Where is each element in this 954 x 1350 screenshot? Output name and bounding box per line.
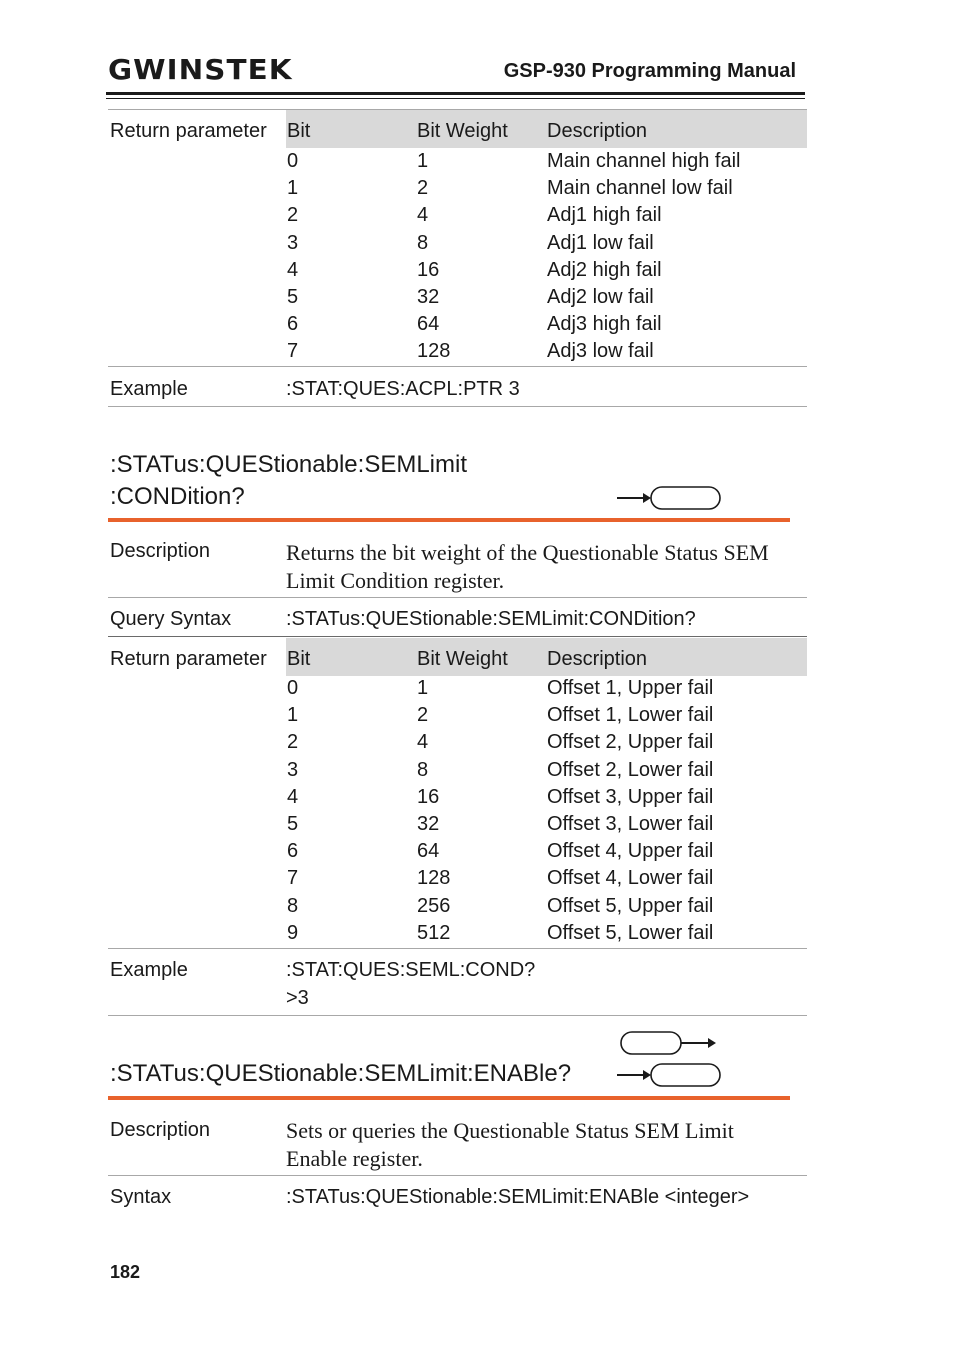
description-text: Returns the bit weight of the Questionable Status SEM Limit Condition register. — [286, 540, 769, 593]
description-cell: Adj1 high fail — [547, 204, 662, 227]
command-title-line1: :STATus:QUEStionable:SEMLimit — [110, 451, 467, 478]
weight-cell: 256 — [417, 894, 451, 917]
bit-cell: 5 — [287, 286, 299, 308]
description-cell: Adj3 high fail — [547, 313, 662, 336]
bit-cell: 7 — [287, 340, 299, 363]
example-line2: >3 — [286, 987, 309, 1009]
set-arrow-icon — [618, 1030, 720, 1056]
header-rule — [106, 92, 805, 95]
description-cell: Adj2 high fail — [547, 258, 662, 281]
description-cell: Offset 1, Upper fail — [547, 677, 714, 699]
bit-cell: 1 — [287, 704, 299, 727]
col-bit-header: Bit — [287, 648, 311, 670]
col-bit-header: Bit — [287, 120, 311, 142]
weight-cell: 4 — [417, 731, 429, 754]
example-line1: :STAT:QUES:SEML:COND? — [286, 959, 536, 981]
return-parameter-label: Return parameter — [110, 648, 267, 670]
weight-cell: 16 — [417, 785, 440, 808]
description-text: Sets or queries the Questionable Status SEM Limit Enable register. — [286, 1118, 734, 1171]
weight-cell: 8 — [417, 231, 429, 254]
description-cell: Adj1 low fail — [547, 231, 654, 254]
col-desc-header: Description — [547, 120, 648, 142]
description-cell: Adj2 low fail — [547, 286, 654, 308]
weight-cell: 128 — [417, 340, 451, 363]
bit-cell: 4 — [287, 785, 299, 808]
weight-cell: 64 — [417, 313, 440, 336]
description-label: Description — [110, 540, 211, 562]
weight-cell: 1 — [417, 677, 429, 699]
bit-cell: 6 — [287, 313, 299, 336]
page-number: 182 — [110, 1262, 141, 1282]
divider — [108, 948, 807, 949]
description-cell: Offset 3, Lower fail — [547, 813, 714, 835]
weight-cell: 64 — [417, 840, 440, 863]
query-arrow-icon — [615, 1062, 723, 1088]
description-label: Description — [110, 1119, 211, 1141]
col-desc-header: Description — [547, 648, 648, 670]
divider — [108, 1015, 807, 1016]
weight-cell: 4 — [417, 204, 429, 227]
query-arrow-icon — [615, 485, 723, 511]
col-weight-header: Bit Weight — [417, 120, 508, 142]
description-cell: Offset 5, Lower fail — [547, 921, 714, 944]
weight-cell: 16 — [417, 258, 440, 281]
description-cell: Offset 2, Lower fail — [547, 758, 714, 781]
description-cell: Offset 5, Upper fail — [547, 894, 714, 917]
command-title-line2: :CONDition? — [110, 483, 245, 510]
bit-cell: 8 — [287, 894, 299, 917]
bit-cell: 5 — [287, 813, 299, 835]
bit-cell: 9 — [287, 921, 299, 944]
col-weight-header: Bit Weight — [417, 648, 508, 670]
description-cell: Offset 4, Upper fail — [547, 840, 714, 863]
description-cell: Offset 2, Upper fail — [547, 731, 714, 754]
return-parameter-label: Return parameter — [110, 120, 267, 142]
bit-cell: 0 — [287, 150, 299, 172]
gwinstek-logo: GWINSTEK — [108, 53, 293, 86]
query-syntax-value: :STATus:QUEStionable:SEMLimit:CONDition? — [286, 608, 696, 630]
manual-title: GSP-930 Programming Manual — [503, 60, 796, 82]
divider — [108, 597, 807, 598]
divider — [108, 406, 807, 407]
bit-cell: 1 — [287, 177, 299, 200]
description-cell: Offset 4, Lower fail — [547, 867, 714, 890]
example-label: Example — [110, 959, 188, 981]
description-cell: Adj3 low fail — [547, 340, 654, 363]
description-cell: Main channel low fail — [547, 177, 733, 200]
example-value: :STAT:QUES:ACPL:PTR 3 — [286, 378, 520, 400]
bit-cell: 0 — [287, 677, 299, 699]
weight-cell: 2 — [417, 704, 429, 727]
syntax-label: Syntax — [110, 1186, 172, 1208]
section-rule — [108, 518, 790, 522]
weight-cell: 8 — [417, 758, 429, 781]
example-label: Example — [110, 378, 188, 400]
weight-cell: 32 — [417, 286, 440, 308]
weight-cell: 32 — [417, 813, 440, 835]
bit-cell: 4 — [287, 258, 299, 281]
bit-cell: 7 — [287, 867, 299, 890]
divider — [108, 1175, 807, 1176]
bit-cell: 3 — [287, 231, 299, 254]
bit-cell: 2 — [287, 204, 299, 227]
weight-cell: 512 — [417, 921, 451, 944]
bit-cell: 3 — [287, 758, 299, 781]
weight-cell: 128 — [417, 867, 451, 890]
weight-cell: 2 — [417, 177, 429, 200]
bit-cell: 2 — [287, 731, 299, 754]
bit-cell: 6 — [287, 840, 299, 863]
header-rule-thin — [106, 98, 805, 99]
query-syntax-label: Query Syntax — [110, 608, 232, 630]
divider — [108, 636, 807, 637]
command-title: :STATus:QUEStionable:SEMLimit:ENABle? — [110, 1060, 572, 1087]
description-cell: Main channel high fail — [547, 150, 741, 172]
syntax-value: :STATus:QUEStionable:SEMLimit:ENABle <integer> — [286, 1186, 750, 1208]
weight-cell: 1 — [417, 150, 429, 172]
section-rule — [108, 1096, 790, 1100]
description-cell: Offset 1, Lower fail — [547, 704, 714, 727]
description-cell: Offset 3, Upper fail — [547, 785, 714, 808]
divider — [108, 366, 807, 367]
